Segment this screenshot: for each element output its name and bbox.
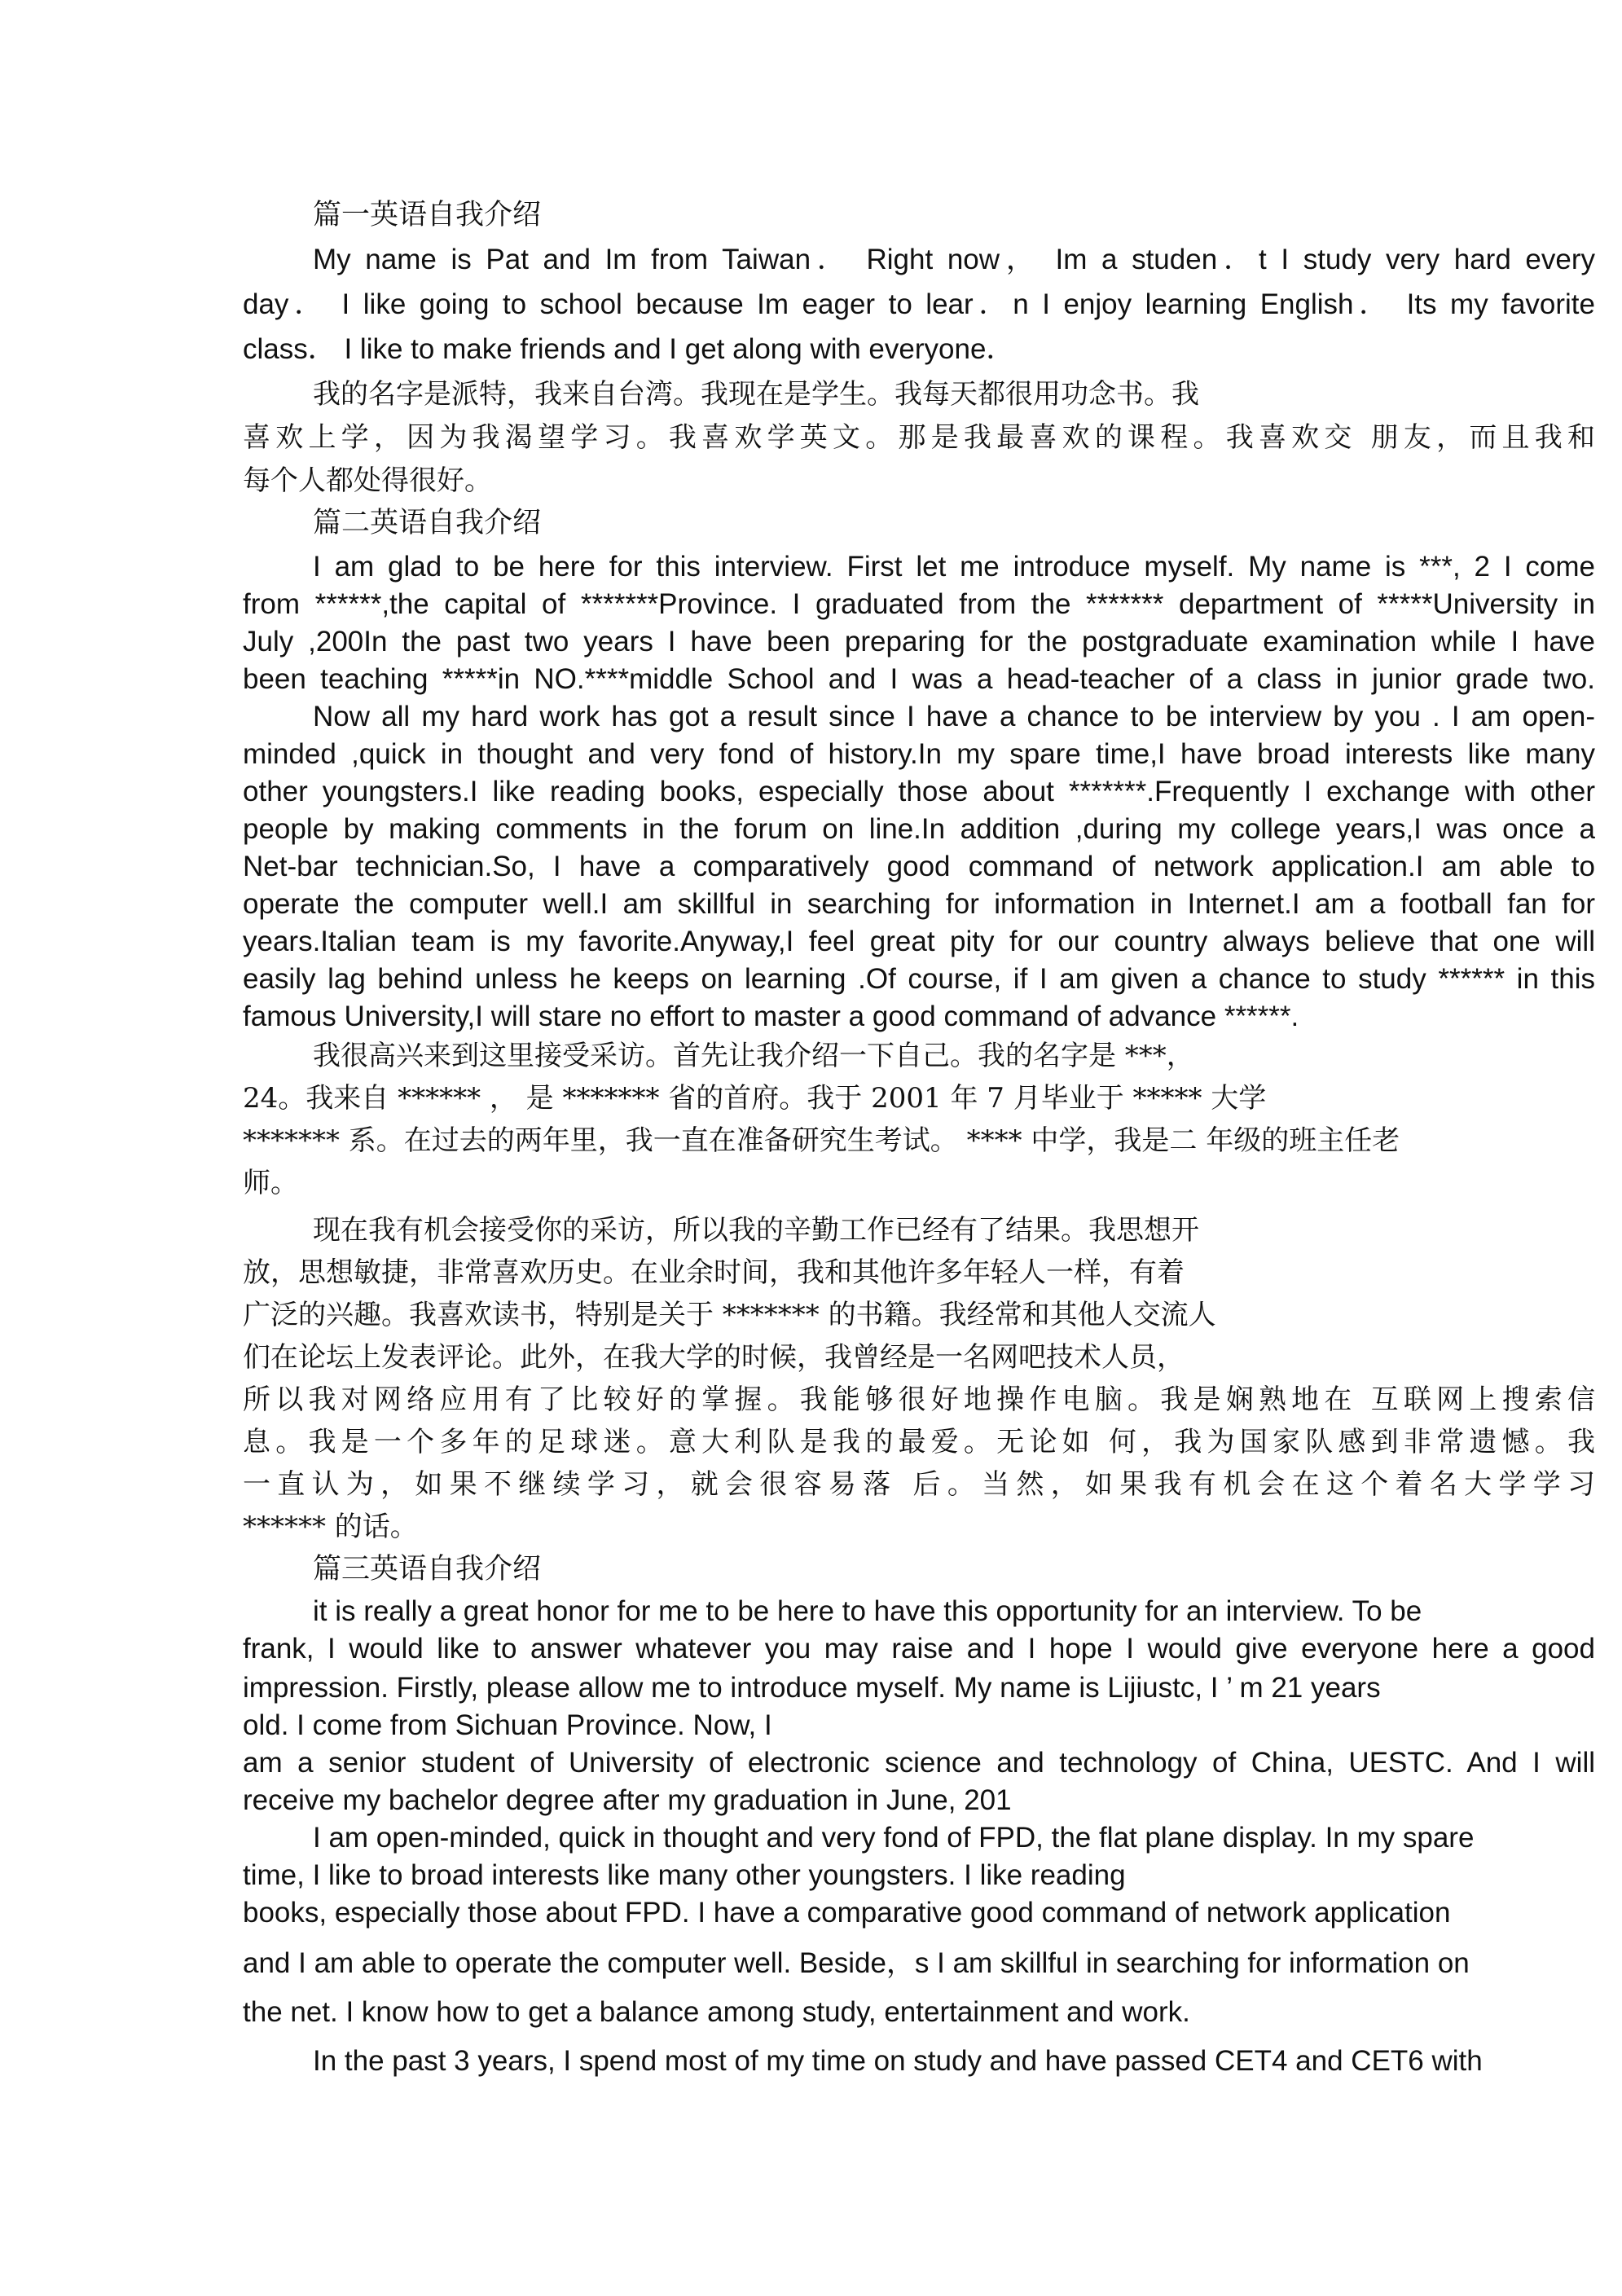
section2-cn-line: 放，思想敏捷，非常喜欢历史。在业余时间，我和其他许多年轻人一样，有着 (243, 1256, 1185, 1289)
section3-en-line: books, especially those about FPD. I have a comparative good command of network application (243, 1897, 1451, 1929)
section2-en-line: minded ,quick in thought and very fond of history.In my spare time,I have broad interests like many (243, 738, 1595, 770)
section3-en-line: old. I come from Sichuan Province. Now, I (243, 1709, 772, 1741)
section2-en-line: Now all my hard work has got a result since I have a chance to be interview by you . I am open- (313, 701, 1595, 732)
section2-cn-line: 所以我对网络应用有了比较好的掌握。我能够很好地操作电脑。我是娴熟地在 互联网上搜索信 (243, 1383, 1595, 1416)
section3-en-line: it is really a great honor for me to be here to have this opportunity for an interview. To be (313, 1595, 1422, 1627)
section2-cn-line: 广泛的兴趣。我喜欢读书，特别是关于 ******* 的书籍。我经常和其他人交流人 (243, 1299, 1216, 1331)
section2-en-line: operate the computer well.I am skillful in searching for information in Internet.I am a football fan for (243, 888, 1595, 920)
section2-en-line: Net-bar technician.So, I have a comparatively good command of network application.I am able to (243, 851, 1595, 882)
section2-cn-line: 们在论坛上发表评论。此外，在我大学的时候，我曾经是一名网吧技术人员， (243, 1341, 1185, 1374)
section2-cn-line: 一直认为，如果不继续学习，就会很容易落 后。当然，如果我有机会在这个着名大学学习 (243, 1468, 1595, 1501)
section3-en-line: the net. I know how to get a balance among study, entertainment and work. (243, 1996, 1190, 2028)
section3-en-line: In the past 3 years, I spend most of my time on study and have passed CET4 and CET6 with (313, 2045, 1483, 2077)
section2-en-line: other youngsters.I like reading books, especially those about *******.Frequently I exchange with other (243, 776, 1595, 807)
section3-en-line: impression. Firstly, please allow me to introduce myself. My name is Lijiustc, I ’ m 21 years (243, 1672, 1381, 1704)
section1-en-line: My name is Pat and Im from Taiwan． Right now， Im a studen．t I study very hard every (313, 244, 1595, 275)
section2-cn-line: 24。我来自 ****** ， 是 ******* 省的首府。我于 2001 年 7 月毕业于 ***** 大学 (243, 1082, 1267, 1115)
section2-en-line: famous University,I will stare no effort to master a good command of advance ******. (243, 1001, 1299, 1032)
section1-en-line: class． I like to make friends and I get along with everyone． (243, 333, 1015, 365)
section1-cn-line: 每个人都处得很好。 (243, 464, 492, 497)
section2-cn-line: 师。 (243, 1167, 298, 1199)
section2-cn-line: 我很高兴来到这里接受采访。首先让我介绍一下自己。我的名字是 ***， (313, 1040, 1194, 1072)
section1-en-line: day． I like going to school because Im eager to lear．n I enjoy learning English． Its my favorite (243, 288, 1595, 320)
section2-cn-line: 现在我有机会接受你的采访，所以我的辛勤工作已经有了结果。我思想开 (313, 1214, 1199, 1247)
section2-en-line: been teaching *****in NO.****middle School and I was a head-teacher of a class in junior grade two. (243, 663, 1595, 695)
section2-en-line: July ,200In the past two years I have been preparing for the postgraduate examination while I have (243, 626, 1595, 658)
section2-en-line: easily lag behind unless he keeps on learning .Of course, if I am given a chance to study ****** in this (243, 963, 1595, 995)
section2-cn-line: ******* 系。在过去的两年里，我一直在准备研究生考试。 **** 中学，我是二 年级的班主任老 (243, 1124, 1400, 1157)
section2-heading: 篇二英语自我介绍 (313, 507, 542, 539)
section2-en-line: people by making comments in the forum on line.In addition ,during my college years,I was once a (243, 813, 1595, 845)
section2-cn-line: ****** 的话。 (243, 1511, 418, 1543)
section2-en-line: I am glad to be here for this interview. First let me introduce myself. My name is ***, 2 I come (313, 551, 1595, 583)
section3-en-line: frank, I would like to answer whatever you may raise and I hope I would give everyone here a good (243, 1633, 1595, 1665)
section2-en-line: years.Italian team is my favorite.Anyway,I feel great pity for our country always believe that one will (243, 926, 1595, 957)
section3-en-line: am a senior student of University of electronic science and technology of China, UESTC. And I will (243, 1747, 1595, 1779)
section3-en-line: and I am able to operate the computer well. Beside，s I am skillful in searching for information on (243, 1947, 1470, 1979)
section2-cn-line: 息。我是一个多年的足球迷。意大利队是我的最爱。无论如 何，我为国家队感到非常遗憾。我 (243, 1426, 1595, 1458)
section3-en-line: time, I like to broad interests like many other youngsters. I like reading (243, 1859, 1126, 1891)
section1-cn-line: 我的名字是派特，我来自台湾。我现在是学生。我每天都很用功念书。我 (313, 378, 1199, 411)
section3-heading: 篇三英语自我介绍 (313, 1553, 542, 1586)
section1-heading: 篇一英语自我介绍 (313, 199, 542, 231)
section3-en-line: I am open-minded, quick in thought and very fond of FPD, the flat plane display. In my spare (313, 1822, 1475, 1854)
section3-en-line: receive my bachelor degree after my graduation in June, 201 (243, 1784, 1012, 1816)
section2-en-line: from ******,the capital of *******Province. I graduated from the ******* department of *****University in (243, 588, 1595, 620)
section1-cn-line: 喜欢上学，因为我渴望学习。我喜欢学英文。那是我最喜欢的课程。我喜欢交 朋友，而且我和 (243, 421, 1595, 454)
